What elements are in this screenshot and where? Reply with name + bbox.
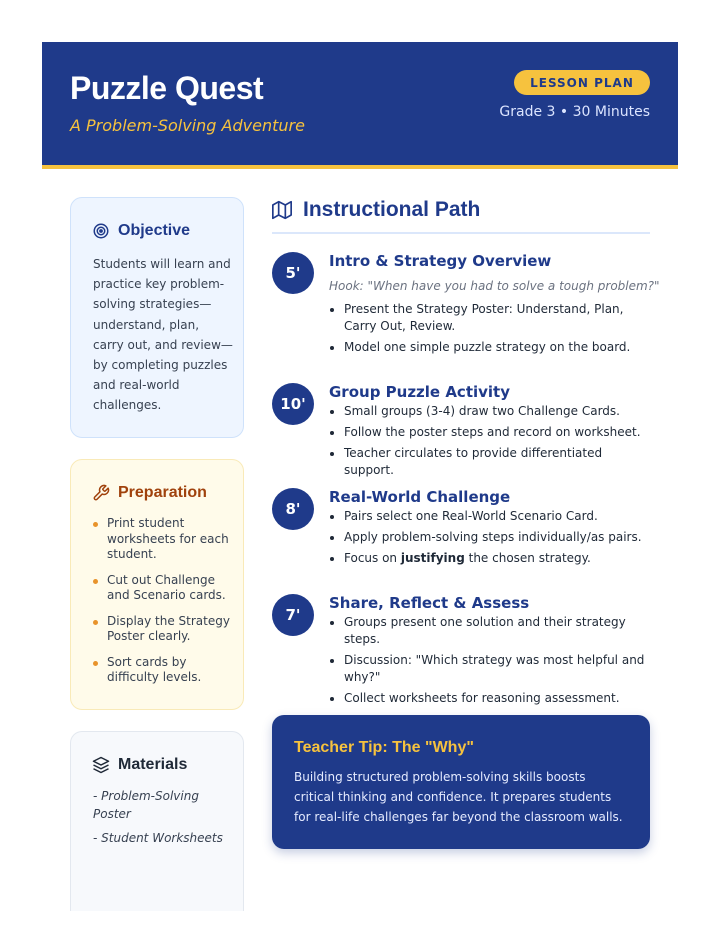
materials-heading <box>92 756 187 774</box>
page-title: Puzzle Quest <box>70 70 264 106</box>
lesson-plan-badge: LESSON PLAN <box>514 70 650 95</box>
list-item: Apply problem-solving steps individually/as pairs. <box>329 529 649 546</box>
step-intro <box>272 252 660 362</box>
step-group-puzzle <box>272 383 650 477</box>
emphasis-text: justifying <box>400 551 465 565</box>
preparation-list <box>93 516 233 696</box>
target-icon <box>92 222 110 240</box>
list-item: - Student Worksheets <box>93 831 223 845</box>
step-real-world <box>272 488 650 573</box>
teacher-tip-text: Building structured problem-solving skills boosts critical thinking and confidence. It prepares students for real-life challenges far beyond the classroom walls. <box>294 770 623 825</box>
preparation-heading <box>92 484 207 502</box>
wrench-icon <box>92 484 110 502</box>
preparation-title: Preparation <box>118 484 207 501</box>
step-items <box>329 508 649 571</box>
step-duration-badge: 5' <box>272 252 314 294</box>
objective-title: Objective <box>118 222 191 239</box>
step-title: Real-World Challenge <box>329 488 511 506</box>
layers-icon <box>92 756 110 774</box>
list-item: Model one simple puzzle strategy on the board. <box>329 339 649 356</box>
materials-title: Materials <box>118 756 188 773</box>
list-item: Discussion: "Which strategy was most helpful and why?" <box>329 652 649 686</box>
item-text: the chosen strategy. <box>464 551 591 565</box>
list-item: Cut out Challenge and Scenario cards. <box>93 573 233 604</box>
objective-card <box>70 197 244 438</box>
list-item: Pairs select one Real-World Scenario Card. <box>329 508 649 525</box>
step-title: Intro & Strategy Overview <box>329 252 552 270</box>
instructional-path-heading <box>272 198 480 222</box>
step-duration-badge: 7' <box>272 594 314 636</box>
step-title: Share, Reflect & Assess <box>329 594 530 612</box>
grade-duration: Grade 3 • 30 Minutes <box>499 104 650 120</box>
step-hook: Hook: "When have you had to solve a tough problem?" <box>329 279 660 293</box>
instructional-path-title: Instructional Path <box>303 198 481 221</box>
materials-list <box>93 788 233 855</box>
step-share-reflect <box>272 594 650 704</box>
list-item: Follow the poster steps and record on worksheet. <box>329 424 649 441</box>
step-items <box>329 614 649 711</box>
step-items <box>329 301 649 360</box>
list-item: Print student worksheets for each student. <box>93 516 233 563</box>
list-item: Small groups (3-4) draw two Challenge Cards. <box>329 403 649 420</box>
page-subtitle: A Problem-Solving Adventure <box>70 116 305 135</box>
teacher-tip-title: Teacher Tip: The "Why" <box>294 739 474 756</box>
step-duration-badge: 10' <box>272 383 314 425</box>
item-text: Focus on <box>344 551 401 565</box>
list-item: Sort cards by difficulty levels. <box>93 655 233 686</box>
list-item: Present the Strategy Poster: Understand, Plan, Carry Out, Review. <box>329 301 649 335</box>
list-item: Teacher circulates to provide differentiated support. <box>329 445 649 479</box>
map-icon <box>272 200 292 220</box>
objective-heading <box>92 222 190 240</box>
step-duration-badge: 8' <box>272 488 314 530</box>
list-item: Collect worksheets for reasoning assessment. <box>329 690 649 707</box>
list-item: - Problem-Solving Poster <box>93 789 199 821</box>
list-item <box>329 550 649 567</box>
list-item: Display the Strategy Poster clearly. <box>93 614 233 645</box>
lesson-header <box>42 42 678 169</box>
objective-text: Students will learn and practice key problem-solving strategies—understand, plan, carry out, and review—by completing puzzles and real-world challenges. <box>93 257 233 413</box>
preparation-card <box>70 459 244 710</box>
step-items <box>329 403 649 483</box>
materials-card <box>70 731 244 911</box>
step-title: Group Puzzle Activity <box>329 383 511 401</box>
teacher-tip-box <box>272 715 650 849</box>
list-item: Groups present one solution and their strategy steps. <box>329 614 649 648</box>
section-divider <box>272 232 650 234</box>
